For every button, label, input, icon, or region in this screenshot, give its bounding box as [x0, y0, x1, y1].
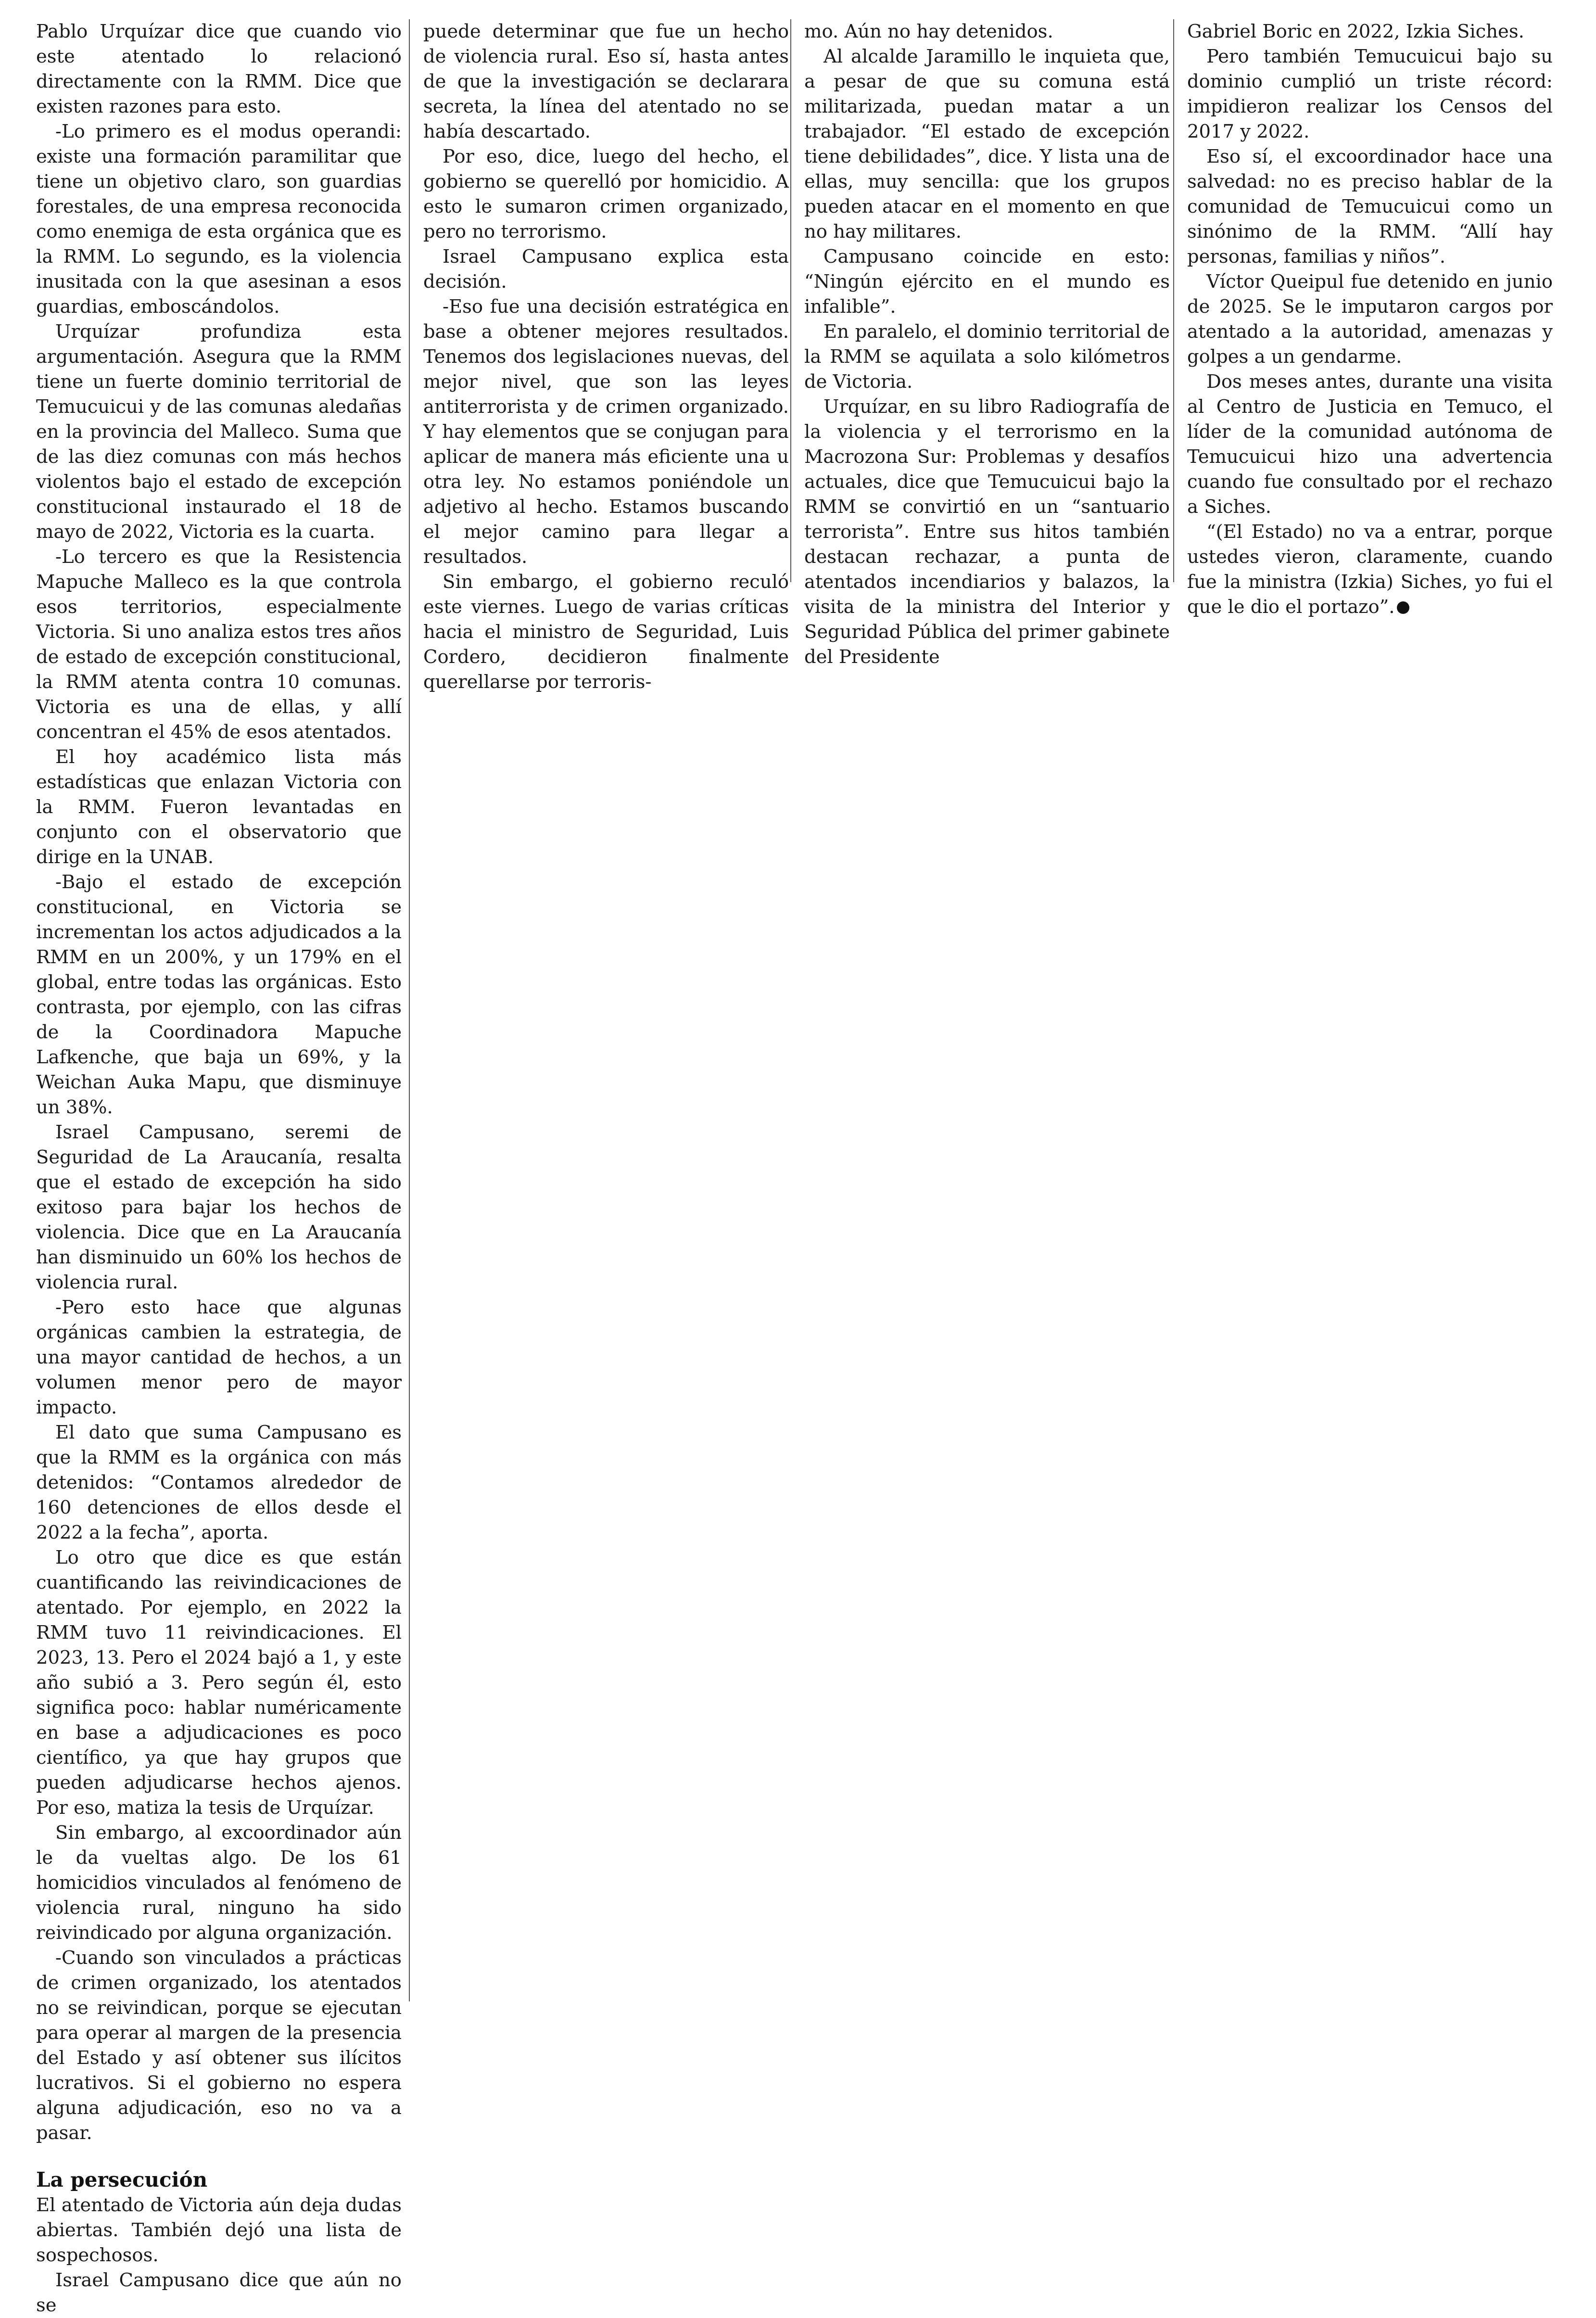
paragraph: El dato que suma Campusano es que la RMM es la orgánica con más detenidos: “Contamos alrededor de 160 detenciones de ellos desde el 2022 a la fecha”, aporta.: [36, 1422, 402, 1543]
paragraph: Urquízar profundiza esta argumentación. Asegura que la RMM tiene un fuerte dominio territorial de Temucuicui y de las comunas aledañas en la provincia del Malleco. Suma que de las diez comunas con más hechos violentos bajo el estado de excepción constitucional instaurado el 18 de mayo de 2022, Victoria es la cuarta.: [36, 321, 402, 543]
article-column-4: [1187, 19, 1553, 620]
paragraph: Por eso, dice, luego del hecho, el gobierno se querelló por homicidio. A esto le sumaron crimen organizado, pero no terrorismo.: [423, 146, 789, 242]
end-of-article-icon: [1397, 601, 1409, 614]
paragraph: -Pero esto hace que algunas orgánicas cambien la estrategia, de una mayor cantidad de hechos, a un volumen menor pero de mayor impacto.: [36, 1297, 402, 1418]
paragraph: Víctor Queipul fue detenido en junio de 2025. Se le imputaron cargos por atentado a la autoridad, amenazas y golpes a un gendarme.: [1187, 271, 1553, 368]
paragraph: El hoy académico lista más estadísticas que enlazan Victoria con la RMM. Fueron levantadas en conjunto con el observatorio que dirige en la UNAB.: [36, 746, 402, 868]
paragraph: Pablo Urquízar dice que cuando vio este atentado lo relacionó directamente con la RMM. Dice que existen razones para esto.: [36, 21, 402, 117]
paragraph: El atentado de Victoria aún deja dudas abiertas. También dejó una lista de sospechosos.: [36, 2194, 402, 2266]
paragraph: puede determinar que fue un hecho de violencia rural. Eso sí, hasta antes de que la investigación se declarara secreta, la línea del atentado no se había descartado.: [423, 21, 789, 142]
paragraph: Pero también Temucuicui bajo su dominio cumplió un triste récord: impidieron realizar los Censos del 2017 y 2022.: [1187, 46, 1553, 142]
section-subhead: La persecución: [36, 2168, 208, 2191]
paragraph: Eso sí, el excoordinador hace una salvedad: no es preciso hablar de la comunidad de Temucuicui como un sinónimo de la RMM. “Allí hay personas, familias y niños”.: [1187, 146, 1553, 267]
paragraph: mo. Aún no hay detenidos.: [804, 21, 1053, 42]
article-column-3: [804, 19, 1170, 670]
column-divider: [409, 19, 410, 2001]
paragraph: Lo otro que dice es que están cuantificando las reivindicaciones de atentado. Por ejemplo, en 2022 la RMM tuvo 11 reivindicaciones. El 2023, 13. Pero el 2024 bajó a 1, y este año subió a 3. Pero según él, esto significa poco: hablar numéricamente en base a adjudicaciones es poco científico, ya que hay grupos que pueden adjudicarse hechos ajenos. Por eso, matiza la tesis de Urquízar.: [36, 1547, 402, 1819]
paragraph: Israel Campusano explica esta decisión.: [423, 246, 789, 293]
paragraph: -Cuando son vinculados a prácticas de crimen organizado, los atentados no se reivindican, porque se ejecutan para operar al margen de la presencia del Estado y así obtener sus ilícitos lucrativos. Si el gobierno no espera alguna adjudicación, eso no va a pasar.: [36, 1947, 402, 2144]
paragraph: -Bajo el estado de excepción constitucional, en Victoria se incrementan los actos adjudicados a la RMM en un 200%, y un 179% en el global, entre todas las orgánicas. Esto contrasta, por ejemplo, con las cifras de la Coordinadora Mapuche Lafkenche, que baja un 69%, y la Weichan Auka Mapu, que disminuye un 38%.: [36, 871, 402, 1118]
paragraph-text: “(El Estado) no va a entrar, porque ustedes vieron, claramente, cuando fue la ministra (Izkia) Siches, yo fui el que le dio el portazo”.: [1187, 521, 1553, 618]
paragraph: Israel Campusano, seremi de Seguridad de La Araucanía, resalta que el estado de excepción ha sido exitoso para bajar los hechos de violencia. Dice que en La Araucanía han disminuido un 60% los hechos de violencia rural.: [36, 1121, 402, 1293]
paragraph: -Lo tercero es que la Resistencia Mapuche Malleco es la que controla esos territorios, especialmente Victoria. Si uno analiza estos tres años de estado de excepción constitucional, la RMM atenta contra 10 comunas. Victoria es una de ellas, y allí concentran el 45% de esos atentados.: [36, 546, 402, 743]
paragraph: -Lo primero es el modus operandi: existe una formación paramilitar que tiene un objetivo claro, son guardias forestales, de una empresa reconocida como enemiga de esta orgánica que es la RMM. Lo segundo, es la violencia inusitada con la que asesinan a esos guardias, emboscándolos.: [36, 121, 402, 318]
paragraph: Gabriel Boric en 2022, Izkia Siches.: [1187, 21, 1524, 42]
final-paragraph: [1187, 520, 1553, 620]
paragraph: Al alcalde Jaramillo le inquieta que, a pesar de que su comuna está militarizada, puedan matar a un trabajador. “El estado de excepción tiene debilidades”, dice. Y lista una de ellas, muy sencilla: que los grupos pueden atacar en el momento en que no hay militares.: [804, 46, 1170, 242]
column-divider: [1173, 19, 1174, 582]
paragraph: Sin embargo, al excoordinador aún le da vueltas algo. De los 61 homicidios vinculados al fenómeno de violencia rural, ninguno ha sido reivindicado por alguna organización.: [36, 1822, 402, 1944]
paragraph: Urquízar, en su libro Radiografía de la violencia y el terrorismo en la Macrozona Sur: Problemas y desafíos actuales, dice que Temucuicui bajo la RMM se convirtió en un “santuario terrorista”. Entre sus hitos también destacan rechazar, a punta de atentados incendiarios y balazos, la visita de la ministra del Interior y Seguridad Pública del primer gabinete del Presidente: [804, 396, 1170, 668]
paragraph: En paralelo, el dominio territorial de la RMM se aquilata a solo kilómetros de Victoria.: [804, 321, 1170, 393]
paragraph: Dos meses antes, durante una visita al Centro de Justicia en Temuco, el líder de la comunidad autónoma de Temucuicui hizo una advertencia cuando fue consultado por el rechazo a Siches.: [1187, 371, 1553, 518]
paragraph: Sin embargo, el gobierno reculó este viernes. Luego de varias críticas hacia el ministro de Seguridad, Luis Cordero, decidieron finalmente querellarse por terroris-: [423, 571, 789, 693]
article-column-1: [36, 19, 402, 2318]
paragraph: Campusano coincide en esto: “Ningún ejército en el mundo es infalible”.: [804, 246, 1170, 318]
article-column-2: [423, 19, 789, 695]
column-divider: [790, 19, 791, 582]
paragraph: Israel Campusano dice que aún no se: [36, 2269, 402, 2316]
paragraph: -Eso fue una decisión estratégica en base a obtener mejores resultados. Tenemos dos legislaciones nuevas, del mejor nivel, que son las leyes antiterrorista y de crimen organizado. Y hay elementos que se conjugan para aplicar de manera más eficiente una u otra ley. No estamos poniéndole un adjetivo al hecho. Estamos buscando el mejor camino para llegar a resultados.: [423, 296, 789, 568]
